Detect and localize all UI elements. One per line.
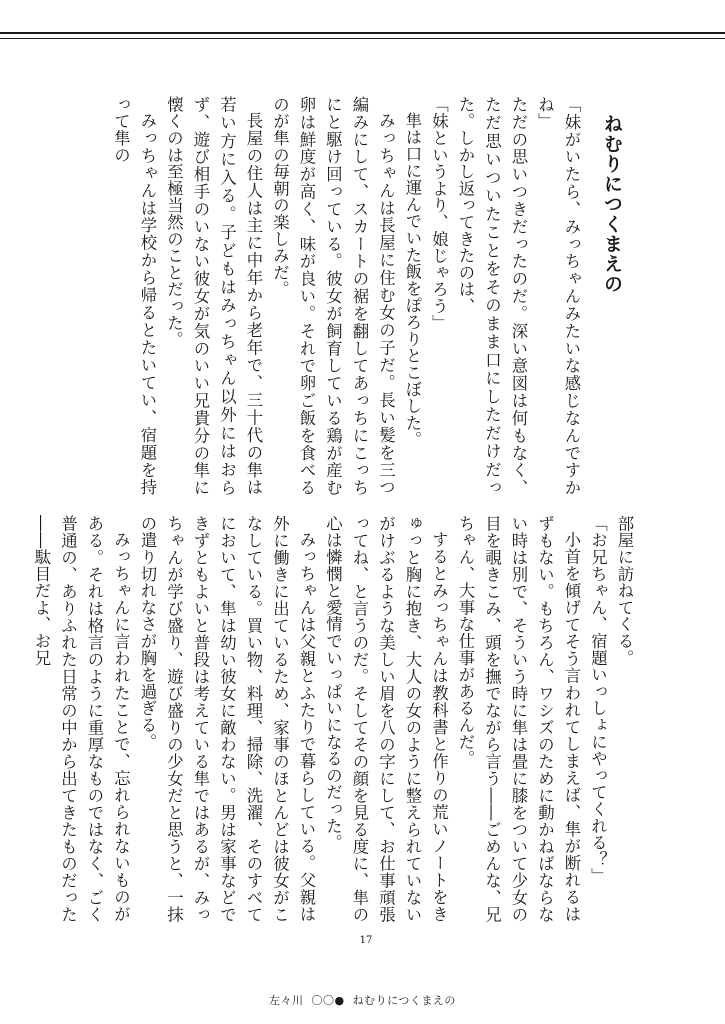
page-number: 17 xyxy=(359,935,373,946)
page-footer xyxy=(0,992,725,1008)
paragraph: 隼は口に運んでいた飯をぽろりとこぼした。 xyxy=(403,112,422,449)
paragraph: みっちゃんに言われたことで、忘れられないものがある。それは格言のように重厚なものではなく、ごく普通の、ありふれた日常の中から出てきたものだった――駄目だよ、お兄 xyxy=(32,515,131,923)
text-column-bottom xyxy=(32,515,637,923)
paragraph: 「妹というより、娘じゃろう」 xyxy=(429,96,449,332)
footer-author: 左々川 xyxy=(269,994,304,1007)
paragraph: 長屋の住人は主に中年から老年で、三十代の隼は若い方に入る。子どもはみっちゃん以外にはおらず、遊び相手のいない彼女が気のいい兄貴分の隼に懐くのは至極当然のことだった。 xyxy=(164,96,263,496)
paragraph: するとみっちゃんは教科書と作りの荒いノートをきゅっと胸に抱き、大人の女のように整えられていないがけぶるような美しい眉を八の字にして、お仕事頑張ってね、と言うのだ。そしてその顔を見る度に、隼の心は憐憫と愛情でいっぱいになるのだった。 xyxy=(323,515,449,923)
paragraph: 「お兄ちゃん、宿題いっしょにやってくれる？」 xyxy=(588,515,608,885)
paragraph: 小首を傾げてそう言われてしまえば、隼が断れるはずもない。もちろん、ワシズのために動かねばならない時は別で、そういう時に隼は畳に膝をついて少女の目を覗きこみ、頭を撫でながら言う――ごめんな、兄ちゃん、大事な仕事があるんだ。 xyxy=(456,515,581,923)
footer-marks: 〇〇● xyxy=(311,994,345,1007)
paragraph: みっちゃんは長屋に住む女の子だ。長い髪を三つ編みにして、スカートの裾を翻してあっちにこっちにと駆け回っている。彼女が飼育している鶏が産む卵は鮮度が高く、味が良い。それで卵ご飯を食べるのが隼の毎朝の楽しみだ。 xyxy=(270,96,396,496)
text-column-top xyxy=(98,96,584,496)
header-rule-thick xyxy=(0,32,725,34)
paragraph: みっちゃんは学校から帰るとたいてい、宿題を持って隼の xyxy=(111,96,157,496)
paragraph: 部屋に訪ねてくる。 xyxy=(615,515,634,667)
story-title: ねむりにつくまえの xyxy=(601,114,623,294)
paragraph: 「妹がいたら、みっちゃんみたいな感じなんですかね」 xyxy=(535,96,581,496)
header-rule-thin xyxy=(0,38,725,39)
footer-title: ねむりにつくまえの xyxy=(352,994,456,1007)
paragraph: みっちゃんは父親とふたりで暮らしている。父親は外に働きに出ているため、家事のほとんどは彼女がこなしている。買い物、料理、掃除、洗濯、そのすべてにおいて、隼は幼い彼女に敵わない。男は家事などできずともよいと普段は考えている隼ではあるが、みっちゃんが学び盛り、遊び盛りの少女だと思うと、一抹の遣り切れなさが胸を過ぎる。 xyxy=(138,515,316,923)
paragraph: ただの思いつきだったのだ。深い意図は何もなく、ただ思いついたことをそのまま口にしただけだった。しかし返ってきたのは、 xyxy=(456,96,528,496)
